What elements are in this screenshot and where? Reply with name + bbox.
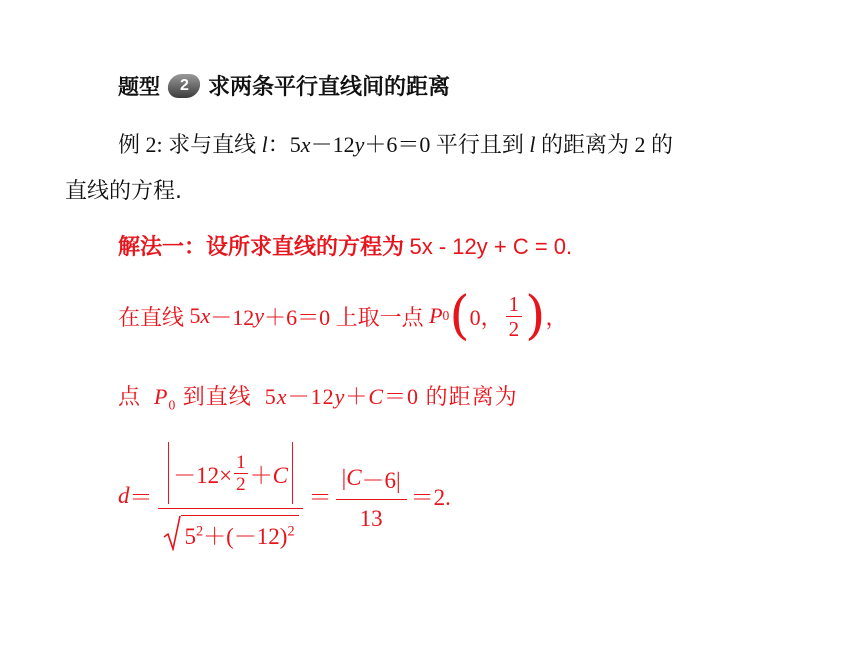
distance-denominator: [157, 509, 305, 551]
number-badge: [166, 74, 201, 98]
distance-formula: d ＝ －12× $\frac{1}{2}$ ＋C $5^2+(-12)^2$ ＝ | C －6| 13 ＝2.: [118, 440, 451, 551]
left-paren: (: [449, 286, 470, 346]
sqrt-sign: [163, 515, 181, 551]
simplified-denominator: 13: [359, 505, 383, 531]
step1-end: ，: [545, 304, 568, 330]
solution-title-text: 解法一：设所求直线的方程为: [118, 235, 405, 260]
heading-title: 求两条平行直线间的距离: [208, 75, 451, 100]
problem-line-2: 直线的方程.: [65, 179, 182, 204]
badge-number: 2: [179, 76, 189, 94]
right-paren: ): [525, 286, 546, 346]
distance-fraction: [157, 440, 305, 551]
square-root: $5^2+(-12)^2$: [163, 515, 299, 551]
fraction-half: [506, 292, 523, 341]
distance-numerator: －12× $\frac{1}{2}$ ＋C: [158, 440, 303, 509]
solution-title-equation: 5x - 12y + C = 0.: [409, 234, 573, 259]
abs-bar-left: [168, 442, 169, 504]
half-denominator: 2: [236, 473, 246, 495]
half-fraction: [234, 452, 248, 495]
formula-result: ＝2.: [410, 485, 451, 510]
solution-step-2: 点 $P_0$ 到直线 5x－12y＋C＝0 的距离为: [118, 384, 518, 413]
problem-line-1: 例 2: 求与直线 l：5x－12y＋6＝0 平行且到 l 的距离为 2 的: [118, 132, 674, 158]
fraction-denominator: 2: [508, 316, 520, 341]
fraction-numerator: 1: [506, 292, 523, 317]
solution-title: [118, 230, 572, 261]
section-heading: [118, 70, 450, 101]
point-name: P: [429, 303, 443, 328]
half-numerator: 1: [236, 451, 246, 473]
point-x: 0，: [469, 304, 503, 330]
heading-label: 题型: [118, 74, 160, 99]
simplified-numerator: | C －6|: [336, 460, 407, 500]
solution-step-1: 在直线 5 x －12 y ＋6＝0 上取一点 P 0 ( 0， $\frac{1}{2}$ ) ，: [118, 286, 568, 346]
simplified-fraction: [336, 460, 407, 532]
abs-bar-right: [292, 442, 293, 504]
